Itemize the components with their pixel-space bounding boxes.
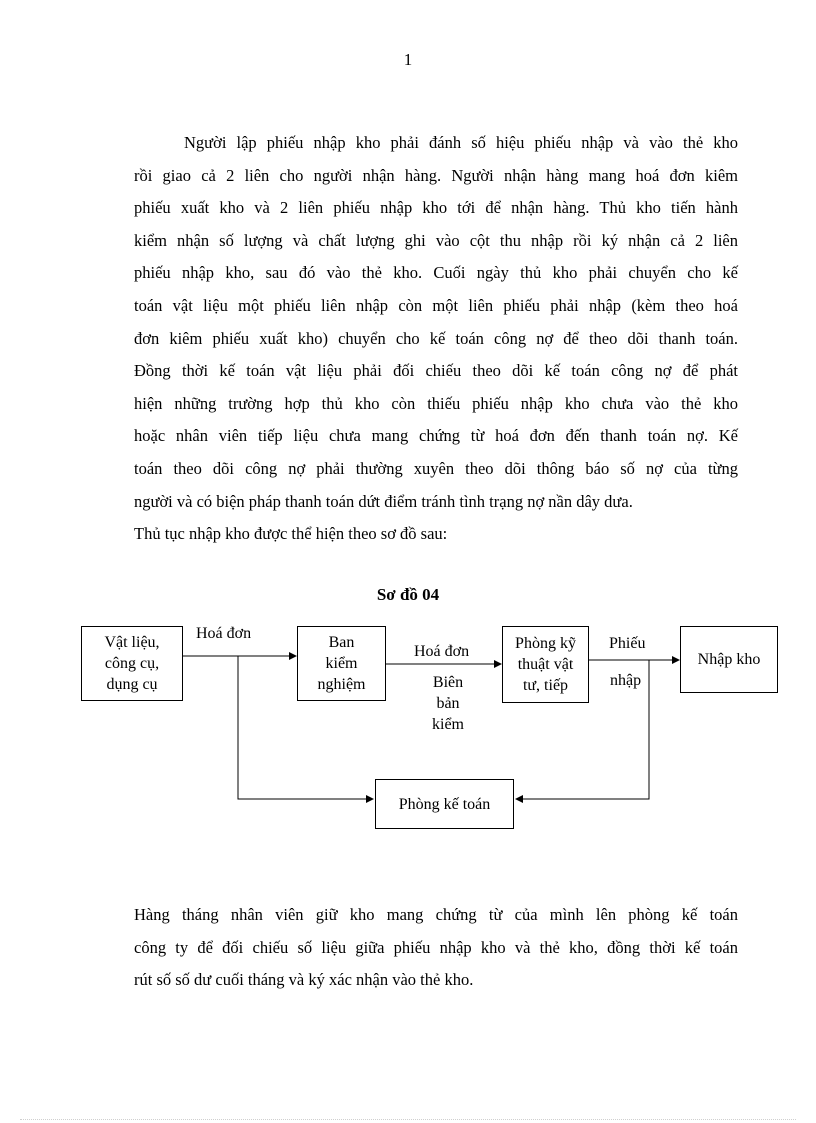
box-text: Nhập kho [697,651,761,668]
box-text: Phòng kế toán [398,795,491,813]
box-text: công cụ, [104,655,160,672]
box-text: Ban [328,634,355,651]
paragraph-line: hoặc nhân viên tiếp liệu chưa mang chứng từ hoá đơn đến thanh toán nợ. Kế [134,426,738,446]
box-text: nghiệm [317,676,366,693]
paragraph-line: phiếu nhập kho, sau đó vào thẻ kho. Cuối ngày thủ kho phải chuyển cho kế [134,263,738,283]
paragraph-line: kiểm nhận số lượng và chất lượng ghi vào cột thu nhập rồi ký nhận cả 2 liên [134,230,738,250]
paragraph-line: Đồng thời kế toán vật liệu phải đối chiếu theo dõi kế toán công nợ để phát [134,361,738,381]
paragraph-line: toán theo dõi công nợ phải thường xuyên theo dõi thông báo số nợ của từng [134,458,738,478]
paragraph-line: toán vật liệu một phiếu liên nhập còn một liên phiếu phải nhập (kèm theo hoá [134,295,738,315]
materials-box [81,626,183,701]
paragraph-line: người và có biện pháp thanh toán dứt điểm tránh tình trạng nợ nần dây dưa. [134,491,633,511]
label-text: bản [436,695,460,712]
paragraph-line: đơn kiêm phiếu xuất kho) chuyển cho kế toán công nợ để theo dõi thanh toán. [134,328,738,348]
paragraph-line: rồi giao cả 2 liên cho người nhận hàng. Người nhận hàng mang hoá đơn kiêm [134,165,738,185]
page-bottom-divider [20,1119,796,1120]
box-text: dụng cụ [106,676,158,693]
paragraph-line: phiếu xuất kho và 2 liên phiếu nhập kho tới để nhận hàng. Thủ kho tiến hành [134,198,738,218]
receipt-label-top: Phiếu [609,635,646,652]
minutes-label [420,672,476,735]
box-text: Vật liệu, [104,634,160,651]
paragraph-line: công ty để đối chiếu số liệu giữa phiếu nhập kho và thẻ kho, đồng thời kế toán [134,937,738,957]
accounting-box [375,779,514,829]
label-text: kiểm [432,716,464,733]
label-text: Biên [432,674,464,691]
box-text: thuật vật [517,656,574,673]
closing-paragraph [134,899,738,997]
box-text: tư, tiếp [522,677,569,694]
box-text: Phòng kỹ [515,635,576,652]
technical-department-box [502,626,589,703]
paragraph-line: Hàng tháng nhân viên giữ kho mang chứng từ của mình lên phòng kế toán [134,905,738,924]
invoice-label: Hoá đơn [414,643,470,660]
receipt-label-bottom: nhập [610,672,642,689]
warehouse-box [680,626,778,693]
inspection-board-box [297,626,386,701]
invoice-label: Hoá đơn [196,625,252,642]
diagram-title: Sơ đồ 04 [376,585,440,604]
page-number: 1 [403,50,413,69]
paragraph-line: Người lập phiếu nhập kho phải đánh số hiệu phiếu nhập và vào thẻ kho [184,133,738,152]
paragraph-line: Thủ tục nhập kho được thể hiện theo sơ đồ sau: [134,524,448,544]
paragraph-line: hiện những trường hợp thủ kho còn thiếu phiếu nhập kho chưa vào thẻ kho [134,393,738,413]
box-text: kiểm [325,655,358,672]
paragraph-line: rút số số dư cuối tháng và ký xác nhận vào thẻ kho. [134,970,474,990]
